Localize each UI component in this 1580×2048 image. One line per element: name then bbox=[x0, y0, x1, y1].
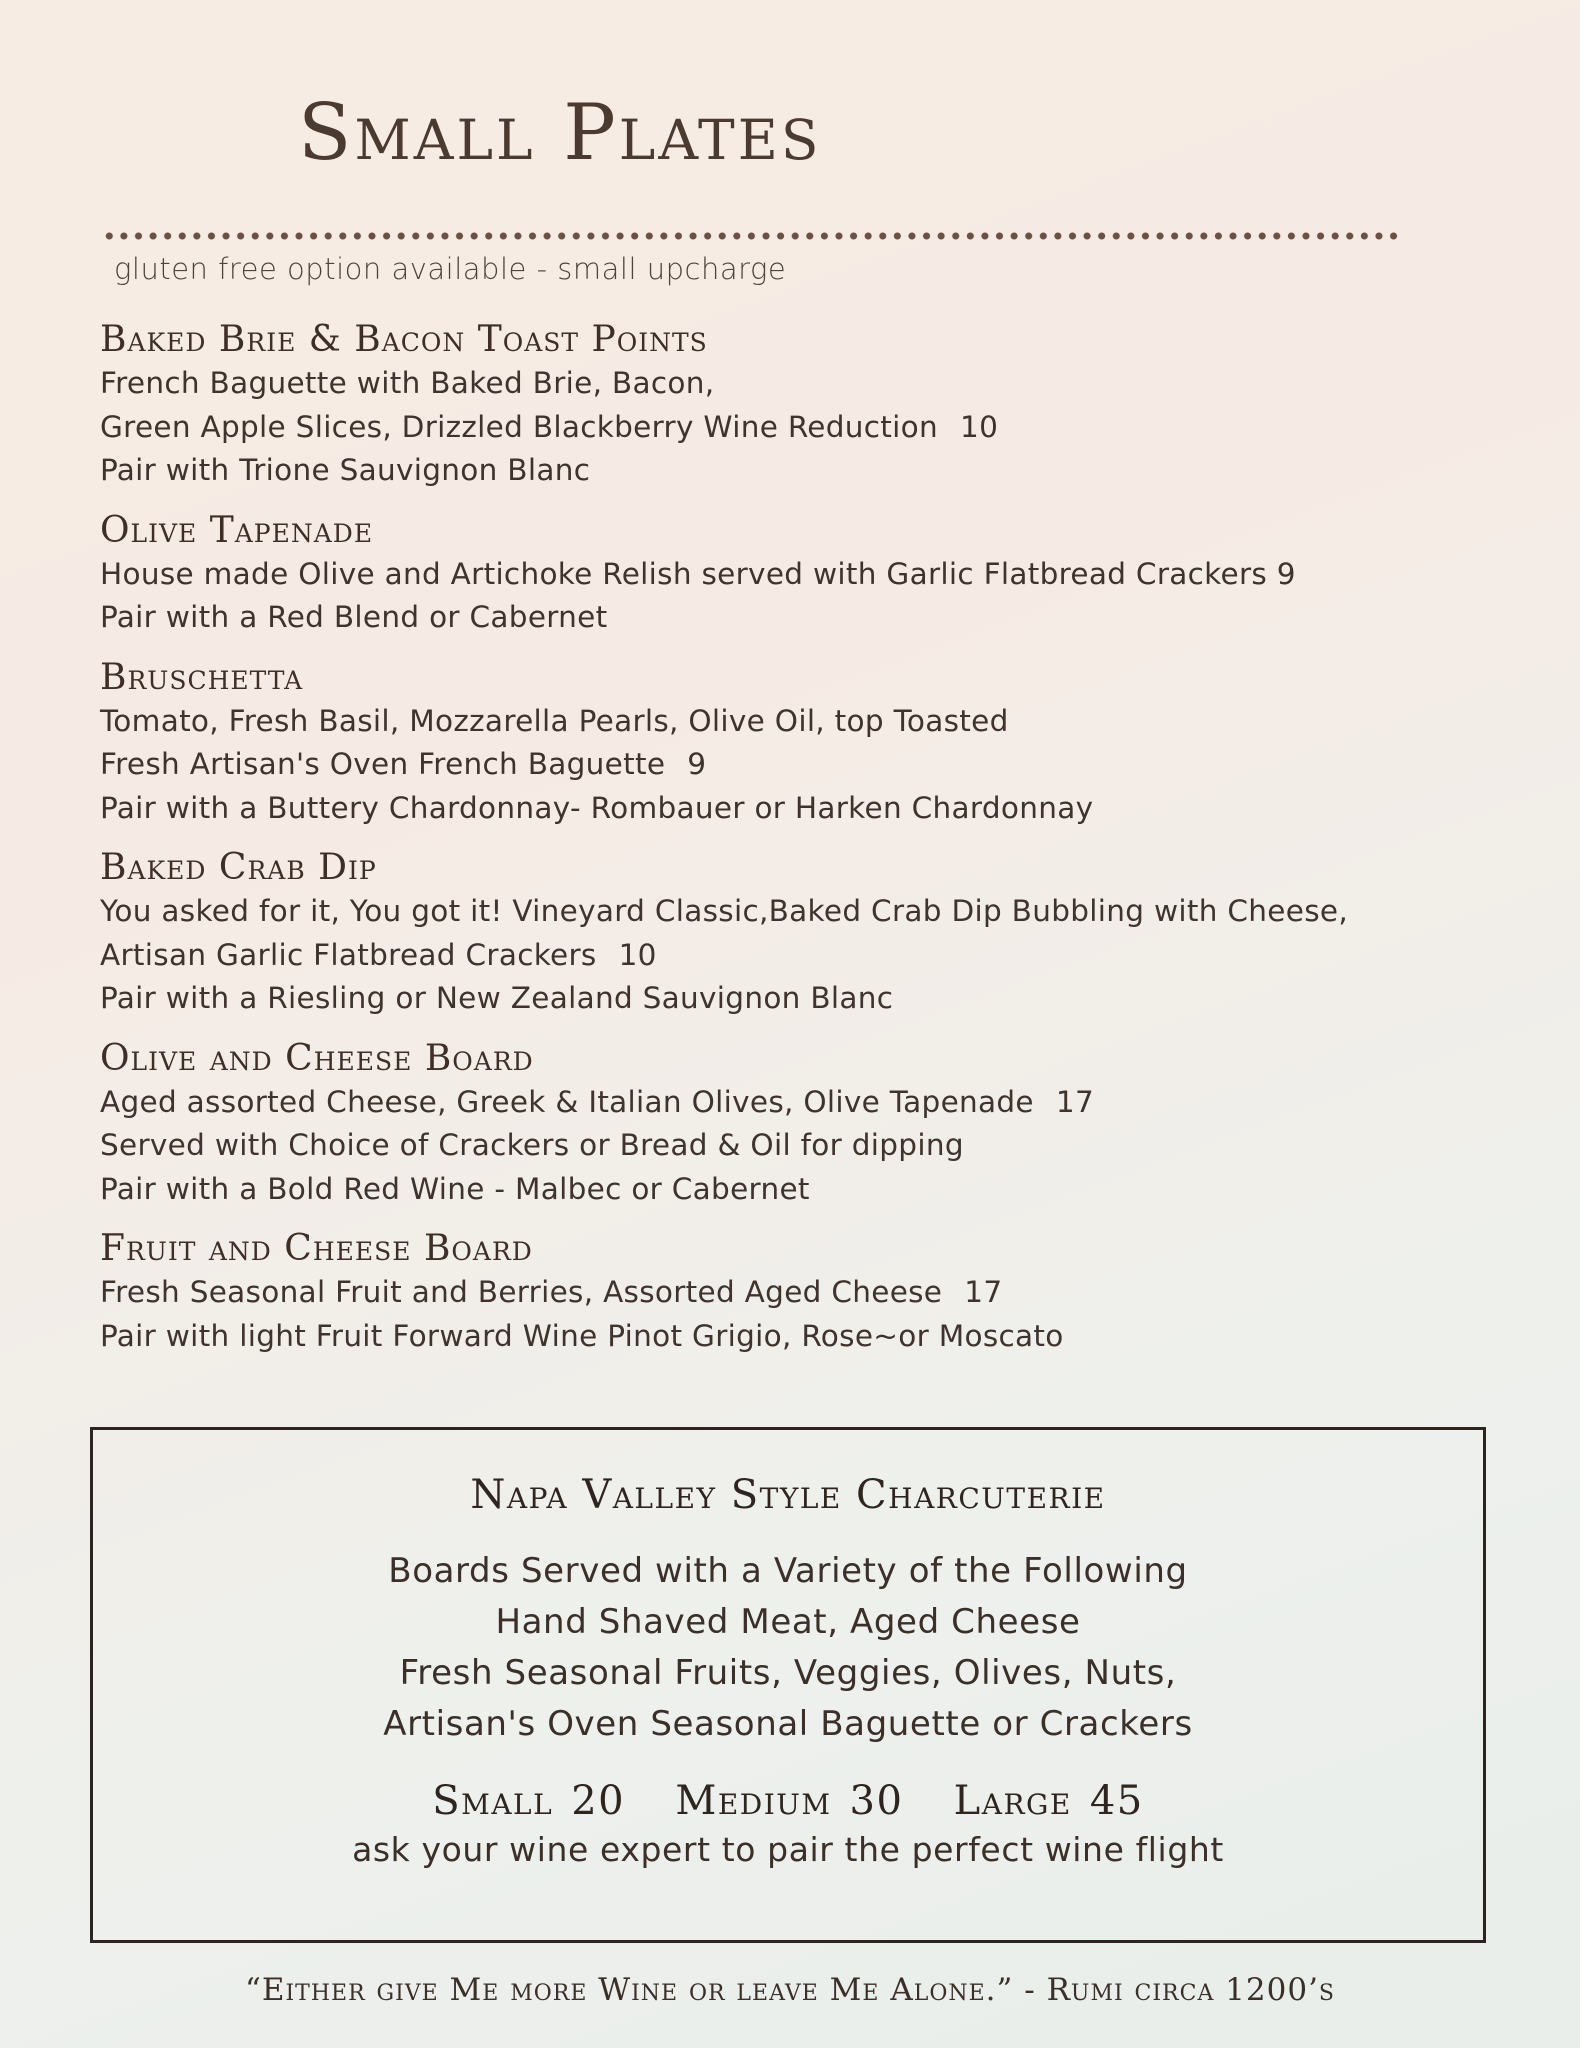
charcuterie-line: Artisan's Oven Seasonal Baguette or Crackers bbox=[383, 1704, 1193, 1744]
menu-item-text: You asked for it, You got it! Vineyard Classic,Baked Crab Dip Bubbling with Cheese, bbox=[100, 894, 1348, 928]
menu-item-line bbox=[100, 890, 1430, 934]
charcuterie-note: ask your wine expert to pair the perfect wine flight bbox=[352, 1830, 1224, 1869]
menu-item-text: Pair with a Bold Red Wine - Malbec or Cabernet bbox=[100, 1171, 810, 1206]
menu-item-line bbox=[100, 787, 1430, 831]
menu-item-name: Fruit and Cheese Board bbox=[100, 1228, 533, 1269]
menu-item-text: Green Apple Slices, Drizzled Blackberry Wine Reduction bbox=[100, 409, 939, 444]
charcuterie-description bbox=[93, 1546, 1483, 1750]
menu-item-name: Olive and Cheese Board bbox=[100, 1037, 534, 1079]
menu-item-text: French Baguette with Baked Brie, Bacon, bbox=[100, 366, 715, 400]
menu-item-name: Baked Crab Dip bbox=[100, 847, 377, 888]
menu-item-line bbox=[100, 596, 1430, 640]
menu-item-line bbox=[100, 977, 1430, 1021]
menu-item-name: Olive Tapenade bbox=[100, 509, 374, 551]
menu-item bbox=[100, 656, 1430, 831]
menu-item-price: 9 bbox=[687, 747, 707, 781]
menu-item-line bbox=[100, 1081, 1430, 1125]
menu-item-line bbox=[100, 449, 1430, 493]
gluten-free-note: gluten free option available - small upcharge bbox=[114, 252, 787, 286]
charcuterie-line: Fresh Seasonal Fruits, Veggies, Olives, Nuts, bbox=[399, 1653, 1177, 1693]
menu-item-text: Served with Choice of Crackers or Bread & Oil for dipping bbox=[100, 1128, 964, 1162]
menu-item-line bbox=[100, 1168, 1430, 1212]
menu-item-text: Pair with a Red Blend or Cabernet bbox=[100, 600, 608, 634]
menu-item-line bbox=[100, 700, 1430, 744]
charcuterie-sizes bbox=[93, 1778, 1483, 1824]
menu-item-text: Artisan Garlic Flatbread Crackers bbox=[100, 937, 597, 972]
menu-item-line bbox=[100, 406, 1430, 450]
menu-item-line bbox=[100, 1124, 1430, 1168]
size-large-price: 45 bbox=[1089, 1778, 1144, 1824]
size-small-price: 20 bbox=[571, 1778, 626, 1824]
page-title: Small Plates bbox=[298, 88, 822, 178]
menu-item-text: Fresh Seasonal Fruit and Berries, Assorted Aged Cheese bbox=[100, 1275, 943, 1309]
menu-item-name: Bruschetta bbox=[100, 656, 304, 698]
menu-item-line bbox=[100, 934, 1430, 978]
charcuterie-line: Hand Shaved Meat, Aged Cheese bbox=[495, 1602, 1081, 1642]
menu-item-text: Pair with Trione Sauvignon Blanc bbox=[100, 453, 591, 487]
menu-item-line bbox=[100, 553, 1430, 597]
size-medium-label: Medium bbox=[675, 1778, 832, 1824]
menu-item bbox=[100, 318, 1430, 493]
menu-item-price: 10 bbox=[618, 937, 657, 972]
menu-item-line bbox=[100, 743, 1430, 787]
menu-item-text: Tomato, Fresh Basil, Mozzarella Pearls, Olive Oil, top Toasted bbox=[100, 703, 1009, 738]
menu-item-line bbox=[100, 362, 1430, 406]
menu-item-text: House made Olive and Artichoke Relish served with Garlic Flatbread Crackers 9 bbox=[100, 556, 1296, 591]
menu-item-price: 17 bbox=[1055, 1084, 1095, 1119]
size-small-label: Small bbox=[432, 1778, 554, 1824]
menu-item bbox=[100, 1037, 1430, 1212]
menu-item-text: Pair with a Riesling or New Zealand Sauvignon Blanc bbox=[100, 981, 894, 1015]
size-medium-price: 30 bbox=[849, 1778, 904, 1824]
menu-item-text: Fresh Artisan's Oven French Baguette bbox=[100, 747, 666, 781]
menu-item bbox=[100, 1227, 1430, 1358]
footer-quote: “Either give Me more Wine or leave Me Alone.” - Rumi circa 1200’s bbox=[244, 1972, 1336, 2008]
menu-item-text: Pair with light Fruit Forward Wine Pinot Grigio, Rose~or Moscato bbox=[100, 1318, 1064, 1353]
menu-item-text: Pair with a Buttery Chardonnay- Rombauer or Harken Chardonnay bbox=[100, 790, 1094, 825]
menu-item bbox=[100, 846, 1430, 1021]
menu-item-line bbox=[100, 1271, 1430, 1315]
size-large-label: Large bbox=[953, 1778, 1072, 1824]
dotted-divider bbox=[102, 230, 1404, 242]
charcuterie-box bbox=[90, 1427, 1486, 1943]
charcuterie-line: Boards Served with a Variety of the Following bbox=[388, 1551, 1188, 1591]
menu-item-price: 17 bbox=[964, 1275, 1003, 1309]
menu-items-list bbox=[100, 318, 1430, 1374]
menu-item-name: Baked Brie & Bacon Toast Points bbox=[100, 319, 708, 360]
charcuterie-title: Napa Valley Style Charcuterie bbox=[470, 1472, 1106, 1518]
menu-item bbox=[100, 509, 1430, 640]
menu-item-text: Aged assorted Cheese, Greek & Italian Olives, Olive Tapenade bbox=[100, 1084, 1034, 1119]
menu-item-line bbox=[100, 1315, 1430, 1359]
menu-item-price: 10 bbox=[960, 409, 999, 444]
